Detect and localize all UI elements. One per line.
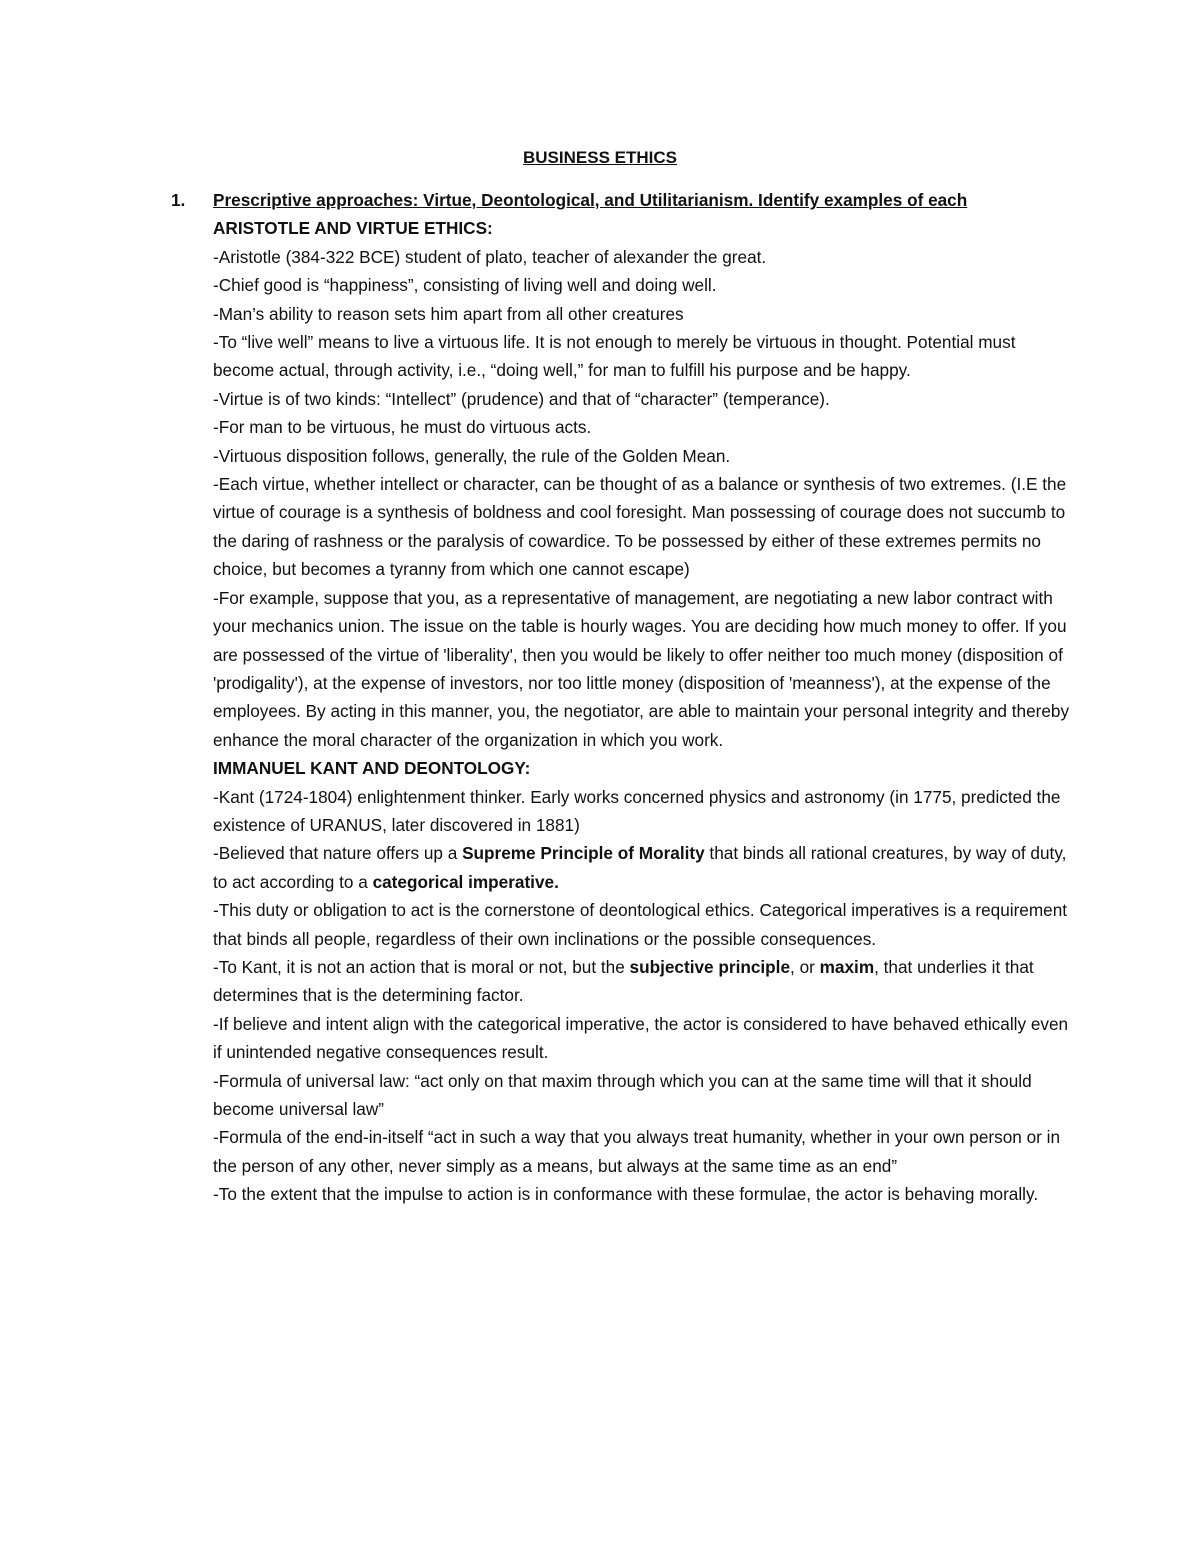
kant-point-text: , or	[790, 956, 820, 977]
kant-point-text: -To Kant, it is not an action that is moral or not, but the	[213, 956, 630, 977]
aristotle-point: -Virtue is of two kinds: “Intellect” (prudence) and that of “character” (temperance).	[213, 388, 830, 409]
kant-point-text: .	[554, 871, 559, 892]
question-text: Prescriptive approaches: Virtue, Deontological, and Utilitarianism. Identify examples of each	[213, 190, 968, 210]
kant-point-bold-text: maxim	[819, 956, 875, 977]
question-number: 1.	[171, 190, 186, 210]
kant-point: -Formula of the end-in-itself “act in such a way that you always treat humanity, whether in your own person or in the person of any other, never simply as a means, but always at the same time as an end”	[213, 1127, 1061, 1176]
kant-point: -This duty or obligation to act is the cornerstone of deontological ethics. Categorical imperatives is a requirement that binds all people, regardless of their own inclinations or the possible consequences.	[213, 900, 1068, 949]
aristotle-point: -Chief good is “happiness”, consisting of living well and doing well.	[213, 275, 717, 296]
aristotle-point: -Man’s ability to reason sets him apart from all other creatures	[213, 303, 684, 324]
document-title: BUSINESS ETHICS	[523, 148, 677, 167]
aristotle-heading: ARISTOTLE AND VIRTUE ETHICS:	[213, 218, 493, 239]
aristotle-point: -Aristotle (384-322 BCE) student of plato, teacher of alexander the great.	[213, 246, 767, 267]
aristotle-point: -For man to be virtuous, he must do virtuous acts.	[213, 417, 592, 438]
kant-point-bold-text: categorical imperative	[372, 871, 555, 892]
kant-point-bold-text: Supreme Principle of Morality	[462, 843, 705, 864]
question-heading	[171, 186, 1073, 214]
document-body	[171, 186, 1073, 1209]
kant-point-text: -Believed that nature offers up a	[213, 843, 463, 864]
kant-point: -To the extent that the impulse to action is in conformance with these formulae, the actor is behaving morally.	[213, 1184, 1039, 1205]
aristotle-point: -Virtuous disposition follows, generally, the rule of the Golden Mean.	[213, 445, 731, 466]
aristotle-point: -Each virtue, whether intellect or character, can be thought of as a balance or synthesis of two extremes. (I.E the virtue of courage is a synthesis of boldness and cool foresight. Man possessing of courage does not succumb to the daring of rashness or the paralysis of cowardice. To be possessed by either of these extremes permits no choice, but becomes a tyranny from which one cannot escape)	[213, 474, 1067, 580]
aristotle-point: -To “live well” means to live a virtuous life. It is not enough to merely be virtuous in thought. Potential must become actual, through activity, i.e., “doing well,” for man to fulfill his purpose and be happy.	[213, 332, 1016, 381]
kant-point: -If believe and intent align with the categorical imperative, the actor is considered to have behaved ethically even if unintended negative consequences result.	[213, 1013, 1069, 1063]
kant-point-text: , that underlies it that determines that is the determining factor.	[213, 956, 1034, 1006]
kant-point: -Kant (1724-1804) enlightenment thinker. Early works concerned physics and astronomy (in 1775, predicted the existence of URANUS, later discovered in 1881)	[213, 786, 1061, 835]
kant-point	[213, 953, 1073, 1010]
kant-point-bold-text: subjective principle	[629, 956, 791, 977]
kant-heading: IMMANUEL KANT AND DEONTOLOGY:	[213, 758, 531, 779]
kant-point: -Formula of universal law: “act only on that maxim through which you can at the same time will that it should become universal law”	[213, 1070, 1032, 1119]
kant-point-text: that binds all rational creatures, by way of duty, to act according to a	[213, 843, 1067, 892]
aristotle-example: -For example, suppose that you, as a representative of management, are negotiating a new labor contract with your mechanics union. The issue on the table is hourly wages. You are deciding how much money to offer. If you are possessed of the virtue of 'liberality', then you would be likely to offer neither too much money (disposition of 'prodigality'), at the expense of investors, nor too little money (disposition of 'meanness'), at the expense of the employees. By acting in this manner, you, the negotiator, are able to maintain your personal integrity and thereby enhance the moral character of the organization in which you work.	[213, 587, 1070, 750]
kant-point	[213, 839, 1073, 896]
